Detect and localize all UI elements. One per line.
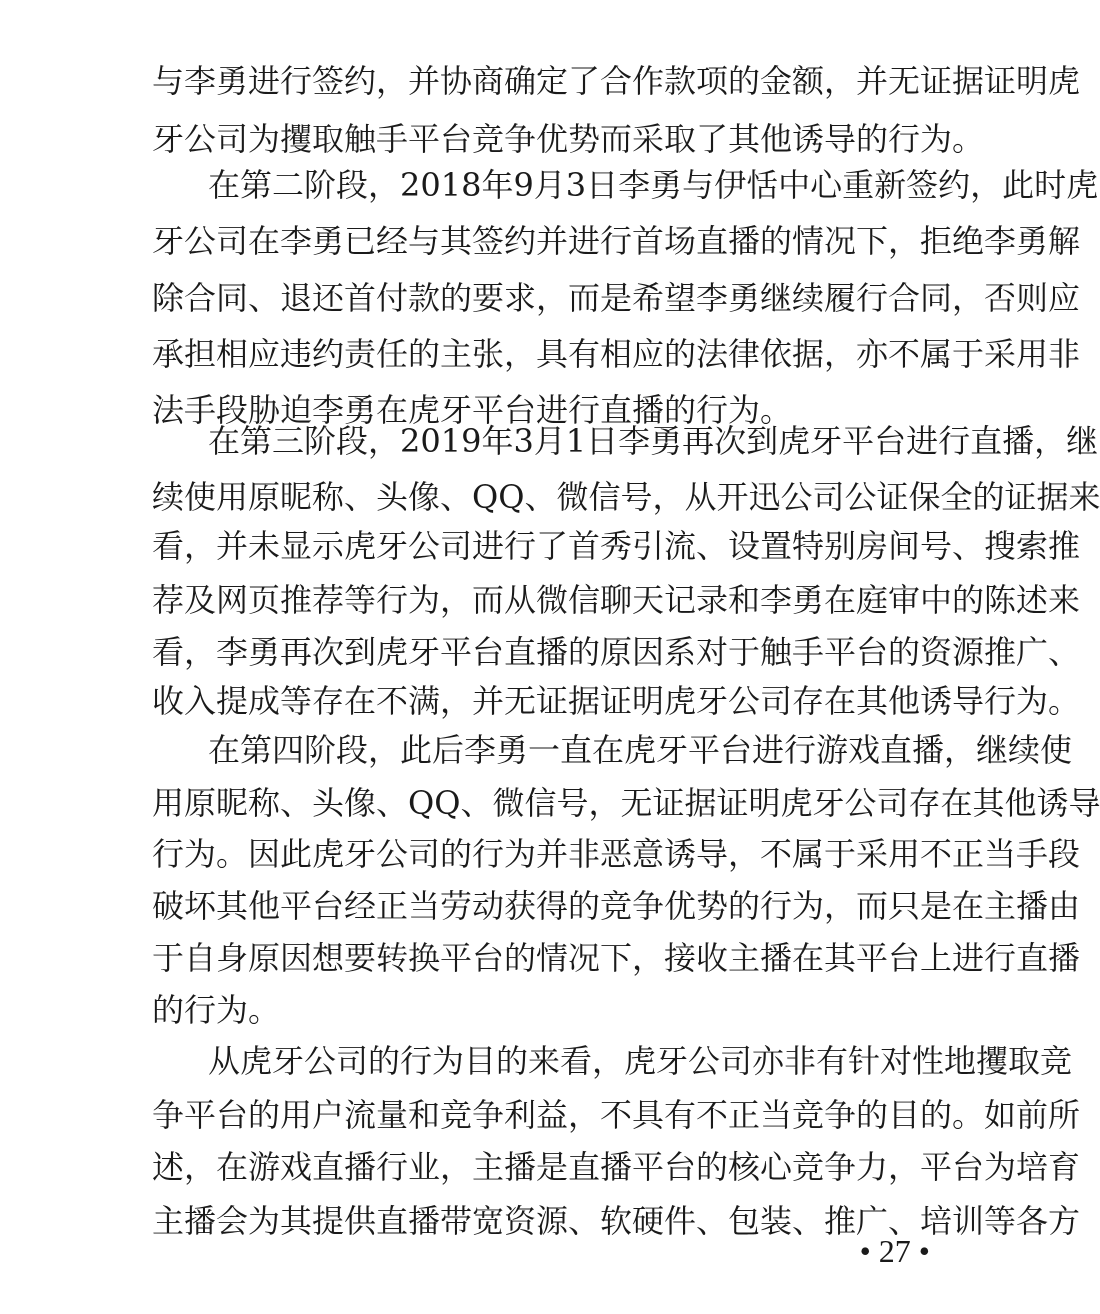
text-line: 荐及网页推荐等行为，而从微信聊天记录和李勇在庭审中的陈述来 — [152, 581, 1081, 619]
text-line: 主播会为其提供直播带宽资源、软硬件、包装、推广、培训等各方 — [152, 1202, 1081, 1240]
text-line: 述，在游戏直播行业，主播是直播平台的核心竞争力，平台为培育 — [152, 1148, 1081, 1186]
text-line: 从虎牙公司的行为目的来看，虎牙公司亦非有针对性地攫取竞 — [208, 1042, 1073, 1080]
text-line: 于自身原因想要转换平台的情况下，接收主播在其平台上进行直播 — [152, 939, 1081, 977]
text-line: 行为。因此虎牙公司的行为并非恶意诱导，不属于采用不正当手段 — [152, 835, 1081, 873]
text-line: 破坏其他平台经正当劳动获得的竞争优势的行为，而只是在主播由 — [152, 887, 1081, 925]
text-line: 与李勇进行签约，并协商确定了合作款项的金额，并无证据证明虎 — [152, 62, 1081, 100]
text-line: 用原昵称、头像、QQ、微信号，无证据证明虎牙公司存在其他诱导 — [152, 784, 1100, 822]
text-line: 在第四阶段，此后李勇一直在虎牙平台进行游戏直播，继续使 — [208, 731, 1073, 769]
text-line: 在第二阶段，2018年9月3日李勇与伊恬中心重新签约，此时虎 — [208, 166, 1099, 204]
text-line: 法手段胁迫李勇在虎牙平台进行直播的行为。 — [152, 391, 793, 429]
text-line: 续使用原昵称、头像、QQ、微信号，从开迅公司公证保全的证据来 — [152, 478, 1100, 516]
text-line: 除合同、退还首付款的要求，而是希望李勇继续履行合同，否则应 — [152, 279, 1081, 317]
text-line: 在第三阶段，2019年3月1日李勇再次到虎牙平台进行直播，继 — [208, 422, 1099, 460]
text-line: 牙公司为攫取触手平台竞争优势而采取了其他诱导的行为。 — [152, 120, 985, 158]
text-line: 收入提成等存在不满，并无证据证明虎牙公司存在其他诱导行为。 — [152, 682, 1081, 720]
text-line: 看，李勇再次到虎牙平台直播的原因系对于触手平台的资源推广、 — [152, 633, 1081, 671]
text-line: 牙公司在李勇已经与其签约并进行首场直播的情况下，拒绝李勇解 — [152, 222, 1081, 260]
text-line: 争平台的用户流量和竞争利益，不具有不正当竞争的目的。如前所 — [152, 1096, 1081, 1134]
text-line: 看，并未显示虎牙公司进行了首秀引流、设置特别房间号、搜索推 — [152, 527, 1081, 565]
text-line: 的行为。 — [152, 991, 281, 1029]
text-line: 承担相应违约责任的主张，具有相应的法律依据，亦不属于采用非 — [152, 335, 1081, 373]
page-number: • 27 • — [859, 1233, 930, 1269]
